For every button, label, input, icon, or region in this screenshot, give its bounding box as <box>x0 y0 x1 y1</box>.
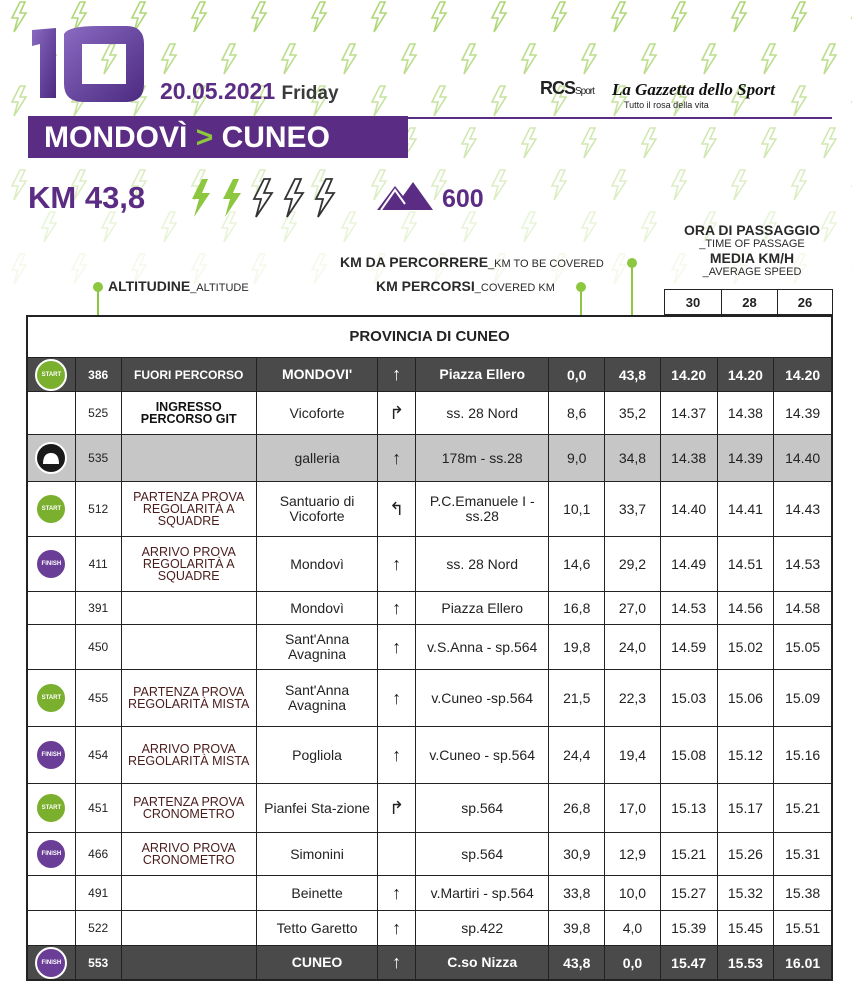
cell-place: Tetto Garetto <box>257 911 378 945</box>
background-bolt-icon <box>522 128 536 158</box>
cell-alt: 451 <box>76 784 122 832</box>
cell-place: Mondovì <box>257 537 378 591</box>
cell-t28: 15.06 <box>718 670 775 726</box>
stage-number: 10 <box>88 74 90 75</box>
cell-note: PARTENZA PROVA CRONOMETRO <box>122 784 257 832</box>
cell-t28: 15.53 <box>718 946 775 979</box>
cell-alt: 525 <box>76 392 122 434</box>
km-remaining-label: KM DA PERCORRERE_KM TO BE COVERED <box>340 254 604 270</box>
cell-road: ss. 28 Nord <box>416 392 549 434</box>
background-bolt-icon <box>672 170 686 200</box>
background-bolt-icon <box>462 212 476 242</box>
gazzetta-tagline: Tutto il rosa della vita <box>624 100 709 110</box>
table-row <box>28 482 831 537</box>
gazzetta-logo: La Gazzetta dello Sport <box>612 80 775 99</box>
background-bolt-icon <box>642 212 656 242</box>
altitude-label: ALTITUDINE_ALTITUDE <box>108 278 249 294</box>
row-icon-cell <box>28 784 76 832</box>
cell-alt: 512 <box>76 482 122 536</box>
difficulty-bolt-icon <box>285 179 303 217</box>
cell-place: Simonini <box>257 833 378 875</box>
cell-t30: 15.13 <box>661 784 718 832</box>
difficulty-rating <box>188 178 348 218</box>
background-bolt-icon <box>432 86 446 116</box>
cell-dir: ↰ <box>378 482 416 536</box>
cell-place: Vicoforte <box>257 392 378 434</box>
background-bolt-icon <box>642 128 656 158</box>
row-icon-cell <box>28 876 76 910</box>
start-icon: START <box>35 493 67 525</box>
cell-road: v.Cuneo -sp.564 <box>416 670 549 726</box>
background-bolt-icon <box>222 44 236 74</box>
cell-t26: 15.31 <box>785 846 821 862</box>
cell-alt: 450 <box>76 625 122 669</box>
cell-covered: 24,4 <box>549 727 605 783</box>
cell-dir: ↑ <box>378 592 416 624</box>
cell-place: Sant'Anna Avagnina <box>257 625 378 669</box>
route-to: CUNEO <box>221 121 330 154</box>
cell-covered: 8,6 <box>549 392 605 434</box>
cell-note: INGRESSO PERCORSO GIT <box>122 392 257 434</box>
cell-t28: 14.41 <box>718 482 775 536</box>
difficulty-bolt-icon <box>223 179 241 217</box>
background-bolt-icon <box>312 254 326 284</box>
cell-note <box>122 435 257 481</box>
cell-t26: 14.43 <box>785 501 821 517</box>
row-icon-cell <box>28 392 76 434</box>
table-row <box>28 537 831 592</box>
cell-alt: 491 <box>76 876 122 910</box>
table-row <box>28 876 831 911</box>
cell-t30: 15.08 <box>661 727 718 783</box>
background-bolt-icon <box>552 170 566 200</box>
km-covered-stem <box>580 290 582 315</box>
cell-note: ARRIVO PROVA REGOLARITÀ MISTA <box>122 727 257 783</box>
row-icon-cell <box>28 358 76 391</box>
start-icon: START <box>35 682 67 714</box>
row-icon-cell <box>28 537 76 591</box>
background-bolt-icon <box>612 170 626 200</box>
cell-dir: ↑ <box>378 911 416 945</box>
background-bolt-icon <box>762 44 776 74</box>
background-bolt-icon <box>702 128 716 158</box>
background-bolt-icon <box>582 128 596 158</box>
cell-remaining: 43,8 <box>605 358 661 391</box>
cell-covered: 10,1 <box>549 482 605 536</box>
background-bolt-icon <box>312 2 326 32</box>
background-bolt-icon <box>372 2 386 32</box>
cell-road: v.Martiri - sp.564 <box>416 876 549 910</box>
cell-dir: ↱ <box>378 392 416 434</box>
background-bolt-icon <box>372 86 386 116</box>
cell-t28: 15.26 <box>718 833 775 875</box>
cell-remaining: 19,4 <box>605 727 661 783</box>
row-icon-cell <box>28 946 76 979</box>
cell-note: FUORI PERCORSO <box>122 358 257 391</box>
cell-t28: 14.56 <box>718 592 775 624</box>
cell-road: Piazza Ellero <box>416 358 549 391</box>
cell-covered: 16,8 <box>549 592 605 624</box>
background-bolt-icon <box>282 44 296 74</box>
cell-t30: 14.38 <box>661 435 718 481</box>
row-icon-cell <box>28 727 76 783</box>
elevation-gain: 600 <box>442 185 484 213</box>
cell-alt: 553 <box>76 946 122 979</box>
stage-distance: KM 43,8 <box>28 180 146 215</box>
cell-covered: 0,0 <box>549 358 605 391</box>
cell-t26: 15.51 <box>785 920 821 936</box>
cell-t30: 14.40 <box>661 482 718 536</box>
table-row <box>28 911 831 946</box>
cell-t26: 15.05 <box>785 639 821 655</box>
cell-t30: 15.47 <box>661 946 718 979</box>
background-bolt-icon <box>492 2 506 32</box>
cell-place: Pianfei Sta-zione <box>257 784 378 832</box>
cell-alt: 535 <box>76 435 122 481</box>
cell-t30: 15.21 <box>661 833 718 875</box>
cell-dir: ↑ <box>378 537 416 591</box>
cell-place: MONDOVI' <box>257 358 378 391</box>
cell-t26: 14.40 <box>785 450 821 466</box>
date-value: 20.05.2021 <box>160 78 276 104</box>
province-header: PROVINCIA DI CUNEO <box>28 317 831 358</box>
background-bolt-icon <box>792 2 806 32</box>
cell-road: P.C.Emanuele I - ss.28 <box>416 482 549 536</box>
cell-t30: 14.59 <box>661 625 718 669</box>
cell-dir: ↑ <box>378 435 416 481</box>
row-icon-cell <box>28 911 76 945</box>
cell-remaining: 10,0 <box>605 876 661 910</box>
speed-header-26: 26 <box>777 289 833 315</box>
cell-t28: 15.45 <box>718 911 775 945</box>
background-bolt-icon <box>12 254 26 284</box>
background-bolt-icon <box>612 2 626 32</box>
cell-t26: 15.16 <box>785 747 821 763</box>
cell-road: v.Cuneo - sp.564 <box>416 727 549 783</box>
tunnel-icon <box>35 442 67 474</box>
cell-remaining: 24,0 <box>605 625 661 669</box>
background-bolt-icon <box>402 212 416 242</box>
cell-t26: 15.21 <box>785 800 821 816</box>
cell-covered: 26,8 <box>549 784 605 832</box>
cell-remaining: 35,2 <box>605 392 661 434</box>
background-bolt-icon <box>582 44 596 74</box>
km-covered-label: KM PERCORSI_COVERED KM <box>376 278 555 294</box>
cell-alt: 454 <box>76 727 122 783</box>
cell-place: Santuario di Vicoforte <box>257 482 378 536</box>
cell-place: Sant'Anna Avagnina <box>257 670 378 726</box>
cell-place: Pogliola <box>257 727 378 783</box>
cell-place: CUNEO <box>257 946 378 979</box>
background-bolt-icon <box>342 44 356 74</box>
cell-alt: 522 <box>76 911 122 945</box>
cell-t26: 15.09 <box>785 690 821 706</box>
cell-t28: 15.02 <box>718 625 775 669</box>
cell-t26: 16.01 <box>785 954 821 971</box>
background-bolt-icon <box>732 2 746 32</box>
cell-t26: 14.53 <box>785 556 821 572</box>
background-bolt-icon <box>642 44 656 74</box>
stage-number-logo <box>28 24 146 106</box>
table-row <box>28 784 831 833</box>
cell-covered: 33,8 <box>549 876 605 910</box>
route-table <box>26 315 833 981</box>
day-value: Friday <box>281 83 339 104</box>
table-row <box>28 727 831 784</box>
cell-t26: 14.39 <box>785 405 821 421</box>
background-bolt-icon <box>822 44 836 74</box>
finish-icon: FINISH <box>35 838 67 870</box>
difficulty-bolt-icon <box>316 179 334 217</box>
cell-dir: ↑ <box>378 946 416 979</box>
table-row <box>28 358 831 392</box>
cell-t30: 14.37 <box>661 392 718 434</box>
cell-covered: 21,5 <box>549 670 605 726</box>
cell-remaining: 0,0 <box>605 946 661 979</box>
cell-place: Mondovì <box>257 592 378 624</box>
cell-alt: 411 <box>76 537 122 591</box>
table-row <box>28 435 831 482</box>
background-bolt-icon <box>822 128 836 158</box>
cell-t28: 14.38 <box>718 392 775 434</box>
table-row <box>28 592 831 625</box>
cell-covered: 39,8 <box>549 911 605 945</box>
cell-note: ARRIVO PROVA CRONOMETRO <box>122 833 257 875</box>
background-bolt-icon <box>102 212 116 242</box>
cell-remaining: 29,2 <box>605 537 661 591</box>
cell-dir <box>378 833 416 875</box>
mountain-icon <box>375 178 435 214</box>
cell-remaining: 34,8 <box>605 435 661 481</box>
cell-t28: 15.17 <box>718 784 775 832</box>
row-icon-cell <box>28 435 76 481</box>
table-row <box>28 833 831 876</box>
rcs-logo: RCSSport <box>540 78 594 98</box>
cell-note <box>122 876 257 910</box>
cell-remaining: 12,9 <box>605 833 661 875</box>
background-bolt-icon <box>252 2 266 32</box>
background-bolt-icon <box>792 170 806 200</box>
background-bolt-icon <box>522 212 536 242</box>
cell-note: PARTENZA PROVA REGOLARITÀ MISTA <box>122 670 257 726</box>
route-banner <box>28 116 408 158</box>
background-bolt-icon <box>702 44 716 74</box>
table-row <box>28 625 831 670</box>
cell-remaining: 27,0 <box>605 592 661 624</box>
finish-icon: FINISH <box>35 548 67 580</box>
background-bolt-icon <box>462 128 476 158</box>
row-icon-cell <box>28 482 76 536</box>
cell-road: ss. 28 Nord <box>416 537 549 591</box>
cell-t30: 15.03 <box>661 670 718 726</box>
cell-dir: ↑ <box>378 727 416 783</box>
cell-dir: ↑ <box>378 670 416 726</box>
cell-t26: 15.38 <box>785 885 821 901</box>
cell-dir: ↑ <box>378 876 416 910</box>
cell-note <box>122 592 257 624</box>
table-row <box>28 670 831 727</box>
background-bolt-icon <box>492 86 506 116</box>
cell-alt: 386 <box>76 358 122 391</box>
cell-remaining: 17,0 <box>605 784 661 832</box>
background-bolt-icon <box>612 254 626 284</box>
cell-road: v.S.Anna - sp.564 <box>416 625 549 669</box>
cell-road: Piazza Ellero <box>416 592 549 624</box>
background-bolt-icon <box>672 2 686 32</box>
background-bolt-icon <box>552 2 566 32</box>
finish-icon: FINISH <box>35 739 67 771</box>
stage-date <box>160 78 339 105</box>
background-bolt-icon <box>72 254 86 284</box>
cell-note: PARTENZA PROVA REGOLARITÀ A SQUADRE <box>122 482 257 536</box>
cell-t28: 14.39 <box>718 435 775 481</box>
cell-dir: ↱ <box>378 784 416 832</box>
cell-road: sp.564 <box>416 784 549 832</box>
time-of-passage-label: ORA DI PASSAGGIO _TIME OF PASSAGE MEDIA KM/H _AVERAGE SPEED <box>683 222 821 278</box>
altitude-stem <box>97 290 99 315</box>
cell-note <box>122 946 257 979</box>
start-icon: START <box>35 792 67 824</box>
cell-place: Beinette <box>257 876 378 910</box>
cell-remaining: 4,0 <box>605 911 661 945</box>
background-bolt-icon <box>12 170 26 200</box>
cell-t28: 14.20 <box>718 358 775 391</box>
cell-t30: 15.39 <box>661 911 718 945</box>
background-bolt-icon <box>402 44 416 74</box>
route-from: MONDOVÌ <box>44 121 188 154</box>
cell-t28: 15.32 <box>718 876 775 910</box>
cell-t30: 14.49 <box>661 537 718 591</box>
cell-road: C.so Nizza <box>416 946 549 979</box>
background-bolt-icon <box>762 128 776 158</box>
cell-t30: 14.53 <box>661 592 718 624</box>
background-bolt-icon <box>162 44 176 74</box>
cell-dir: ↑ <box>378 625 416 669</box>
row-icon-cell <box>28 592 76 624</box>
background-bolt-icon <box>42 212 56 242</box>
cell-t28: 15.12 <box>718 727 775 783</box>
sponsor-logos <box>540 78 775 110</box>
speed-header-28: 28 <box>721 289 778 315</box>
background-bolt-icon <box>432 2 446 32</box>
cell-t26: 14.20 <box>785 366 821 383</box>
cell-covered: 19,8 <box>549 625 605 669</box>
background-bolt-icon <box>192 2 206 32</box>
background-bolt-icon <box>792 86 806 116</box>
background-bolt-icon <box>162 212 176 242</box>
cell-remaining: 22,3 <box>605 670 661 726</box>
background-bolt-icon <box>12 2 26 32</box>
cell-alt: 466 <box>76 833 122 875</box>
cell-covered: 14,6 <box>549 537 605 591</box>
cell-alt: 455 <box>76 670 122 726</box>
difficulty-bolt-icon <box>254 179 272 217</box>
difficulty-bolt-icon <box>192 179 210 217</box>
cell-t30: 15.27 <box>661 876 718 910</box>
cell-road: sp.564 <box>416 833 549 875</box>
background-bolt-icon <box>12 86 26 116</box>
background-bolt-icon <box>252 254 266 284</box>
cell-remaining: 33,7 <box>605 482 661 536</box>
start-icon: START <box>35 359 67 391</box>
speed-header-30: 30 <box>664 289 722 315</box>
row-icon-cell <box>28 625 76 669</box>
cell-note <box>122 911 257 945</box>
background-bolt-icon <box>582 212 596 242</box>
row-icon-cell <box>28 833 76 875</box>
table-row <box>28 946 831 979</box>
cell-alt: 391 <box>76 592 122 624</box>
background-bolt-icon <box>522 44 536 74</box>
cell-dir: ↑ <box>378 358 416 391</box>
cell-t26: 14.58 <box>785 600 821 616</box>
finish-icon: FINISH <box>35 947 67 979</box>
row-icon-cell <box>28 670 76 726</box>
cell-t30: 14.20 <box>661 358 718 391</box>
background-bolt-icon <box>462 44 476 74</box>
table-row <box>28 392 831 435</box>
cell-place: galleria <box>257 435 378 481</box>
background-bolt-icon <box>732 170 746 200</box>
route-arrow: > <box>195 121 214 154</box>
cell-covered: 43,8 <box>549 946 605 979</box>
cell-note: ARRIVO PROVA REGOLARITÀ A SQUADRE <box>122 537 257 591</box>
cell-road: 178m - ss.28 <box>416 435 549 481</box>
km-remaining-stem <box>631 266 633 315</box>
cell-note <box>122 625 257 669</box>
cell-covered: 30,9 <box>549 833 605 875</box>
cell-covered: 9,0 <box>549 435 605 481</box>
background-bolt-icon <box>492 170 506 200</box>
cell-t28: 14.51 <box>718 537 775 591</box>
cell-road: sp.422 <box>416 911 549 945</box>
